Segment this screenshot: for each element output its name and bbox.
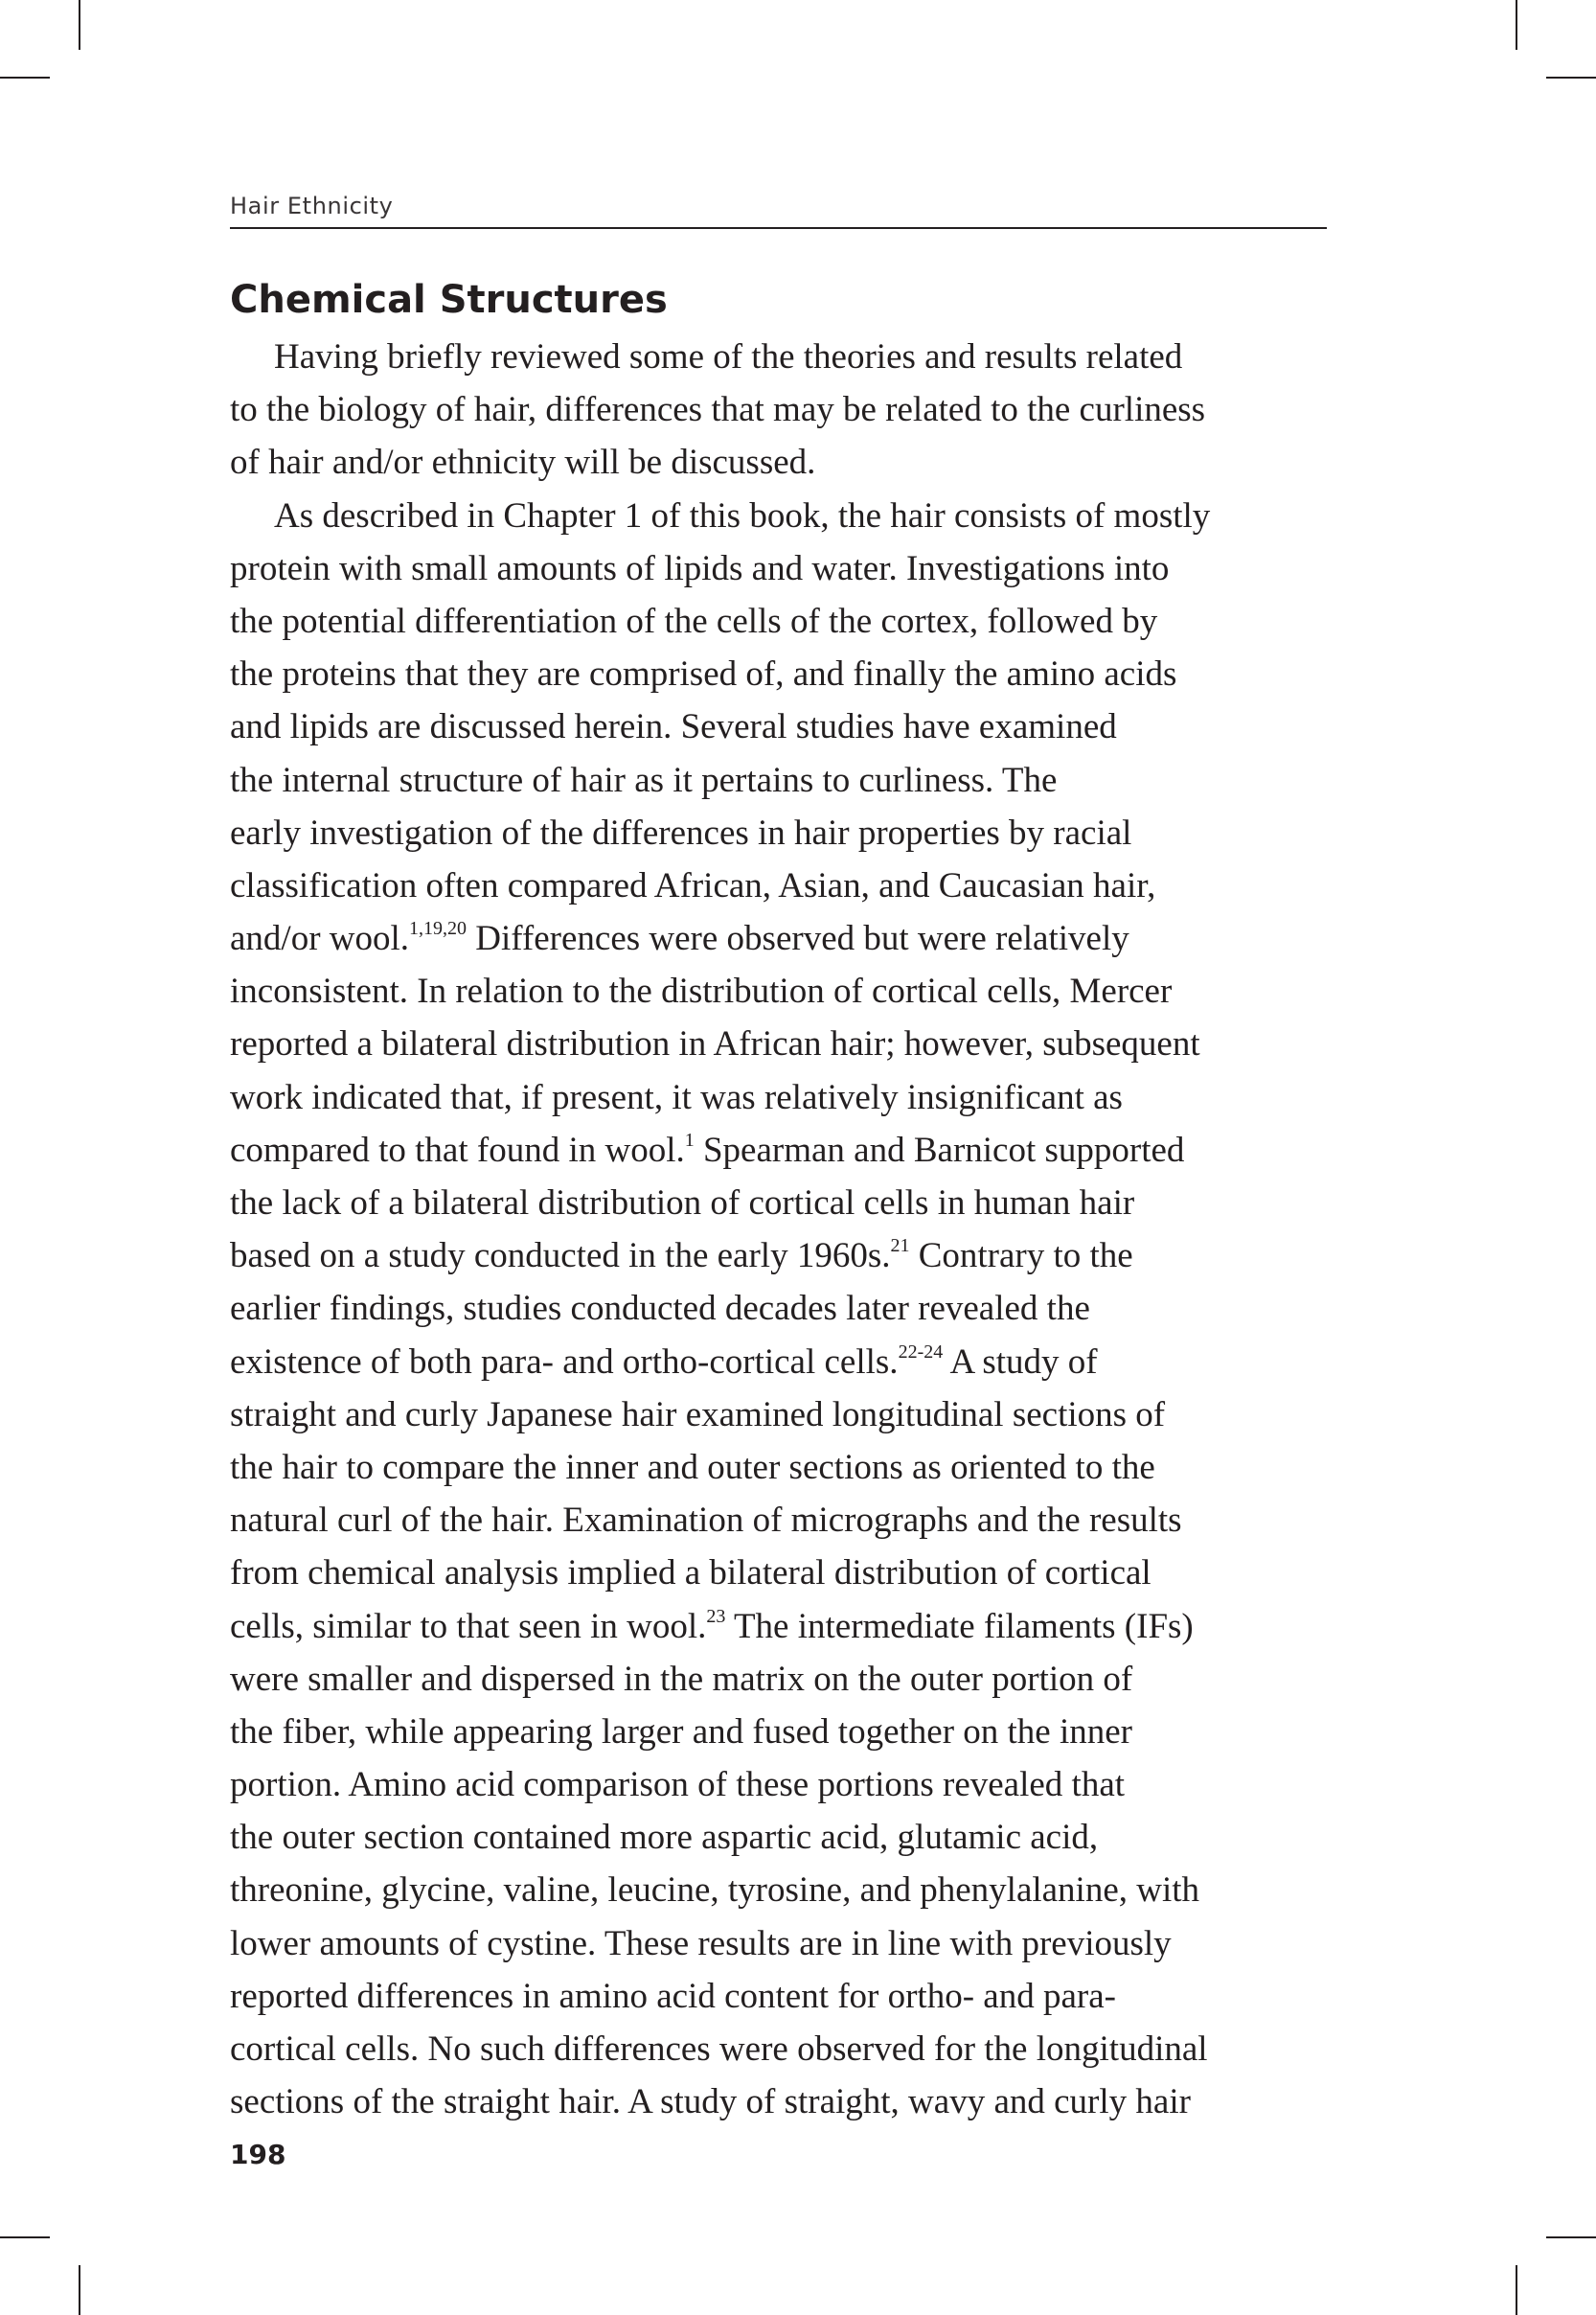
crop-mark-top-right-vertical (1516, 0, 1517, 50)
body-text-segment: The intermediate filaments (IFs) (725, 1606, 1194, 1646)
body-line (230, 436, 1341, 489)
crop-mark-top-left-vertical (79, 0, 80, 50)
body-line (230, 1282, 1341, 1335)
body-line (230, 331, 1341, 383)
body-line (230, 1547, 1341, 1599)
body-text-segment: straight and curly Japanese hair examined longitudinal sections of (230, 1394, 1166, 1434)
body-line (230, 1706, 1341, 1758)
body-text-segment: work indicated that, if present, it was relatively insignificant as (230, 1077, 1123, 1117)
crop-mark-bottom-left-horizontal (0, 2236, 50, 2238)
body-line (230, 700, 1341, 753)
body-text-segment: based on a study conducted in the early 1960s. (230, 1236, 891, 1276)
body-text-segment: Differences were observed but were relatively (467, 919, 1129, 959)
body-text-segment: to the biology of hair, differences that may be related to the curliness (230, 390, 1206, 430)
body-text-segment: reported differences in amino acid content for ortho- and para- (230, 1976, 1116, 2016)
body-text-segment: A study of (943, 1341, 1098, 1382)
body-text-segment: and lipids are discussed herein. Several studies have examined (230, 707, 1117, 747)
body-line (230, 1229, 1341, 1282)
section-heading: Chemical Structures (230, 278, 668, 322)
body-line (230, 1124, 1341, 1177)
body-text-segment: natural curl of the hair. Examination of micrographs and the results (230, 1501, 1182, 1541)
body-text-segment: the potential differentiation of the cells of the cortex, followed by (230, 601, 1158, 641)
body-text-segment: portion. Amino acid comparison of these portions revealed that (230, 1765, 1126, 1805)
body-line (230, 754, 1341, 807)
body-text-segment: inconsistent. In relation to the distribution of cortical cells, Mercer (230, 972, 1173, 1012)
citation-superscript: 1,19,20 (409, 918, 467, 940)
body-line (230, 1388, 1341, 1441)
citation-superscript: 22-24 (898, 1341, 944, 1363)
body-text-segment: Spearman and Barnicot supported (694, 1130, 1185, 1170)
body-text-segment: the hair to compare the inner and outer sections as oriented to the (230, 1447, 1155, 1487)
page-number: 198 (230, 2139, 286, 2170)
body-text-segment: early investigation of the differences in hair properties by racial (230, 813, 1132, 853)
body-line (230, 2023, 1341, 2075)
body-line (230, 807, 1341, 860)
body-text-segment: the lack of a bilateral distribution of cortical cells in human hair (230, 1183, 1135, 1223)
body-line (230, 1653, 1341, 1706)
body-line (230, 490, 1341, 542)
body-text-segment: Having briefly reviewed some of the theories and results related (274, 337, 1183, 377)
crop-mark-bottom-right-vertical (1516, 2265, 1517, 2315)
body-line (230, 1600, 1341, 1653)
body-text-segment: the outer section contained more aspartic acid, glutamic acid, (230, 1818, 1099, 1858)
body-text-segment: were smaller and dispersed in the matrix on the outer portion of (230, 1659, 1133, 1699)
body-line (230, 542, 1341, 595)
crop-mark-top-left-horizontal (0, 77, 50, 79)
citation-superscript: 21 (890, 1235, 910, 1257)
body-line (230, 1494, 1341, 1547)
body-text-segment: earlier findings, studies conducted decades later revealed the (230, 1289, 1090, 1329)
crop-mark-bottom-right-horizontal (1546, 2236, 1596, 2238)
body-line (230, 1441, 1341, 1494)
body-line (230, 1018, 1341, 1070)
body-text-segment: Contrary to the (909, 1236, 1133, 1276)
body-line (230, 2075, 1341, 2128)
body-text-segment: cells, similar to that seen in wool. (230, 1606, 707, 1646)
running-header-title: Hair Ethnicity (230, 193, 394, 219)
body-text-segment: protein with small amounts of lipids and water. Investigations into (230, 548, 1170, 588)
body-line (230, 1336, 1341, 1388)
body-line (230, 1071, 1341, 1124)
body-text-segment: the proteins that they are comprised of, and finally the amino acids (230, 654, 1177, 695)
body-text-segment: classification often compared African, Asian, and Caucasian hair, (230, 865, 1156, 905)
body-text (230, 331, 1341, 2128)
body-text-segment: As described in Chapter 1 of this book, the hair consists of mostly (274, 495, 1211, 536)
body-text-segment: and/or wool. (230, 919, 410, 959)
body-line (230, 648, 1341, 700)
body-line (230, 1177, 1341, 1229)
body-text-segment: reported a bilateral distribution in African hair; however, subsequent (230, 1024, 1200, 1065)
body-text-segment: the fiber, while appearing larger and fused together on the inner (230, 1711, 1133, 1752)
body-line (230, 383, 1341, 436)
body-line (230, 1864, 1341, 1916)
body-line (230, 912, 1341, 965)
body-line (230, 860, 1341, 912)
body-line (230, 965, 1341, 1018)
body-text-segment: threonine, glycine, valine, leucine, tyrosine, and phenylalanine, with (230, 1870, 1200, 1911)
citation-superscript: 1 (684, 1129, 695, 1151)
body-text-segment: from chemical analysis implied a bilateral distribution of cortical (230, 1553, 1151, 1593)
body-line (230, 1758, 1341, 1811)
body-text-segment: cortical cells. No such differences were observed for the longitudinal (230, 2029, 1208, 2069)
body-text-segment: lower amounts of cystine. These results are in line with previously (230, 1923, 1172, 1963)
body-text-segment: existence of both para- and ortho-cortical cells. (230, 1341, 899, 1382)
body-text-segment: sections of the straight hair. A study of straight, wavy and curly hair (230, 2082, 1191, 2122)
citation-superscript: 23 (706, 1605, 726, 1627)
crop-mark-top-right-horizontal (1546, 77, 1596, 79)
crop-mark-bottom-left-vertical (79, 2265, 80, 2315)
body-text-segment: the internal structure of hair as it pertains to curliness. The (230, 760, 1058, 800)
body-line (230, 595, 1341, 648)
body-text-segment: of hair and/or ethnicity will be discussed. (230, 443, 816, 483)
running-header (230, 191, 1327, 229)
body-line (230, 1811, 1341, 1864)
body-line (230, 1917, 1341, 1970)
body-text-segment: compared to that found in wool. (230, 1130, 685, 1170)
body-line (230, 1970, 1341, 2023)
